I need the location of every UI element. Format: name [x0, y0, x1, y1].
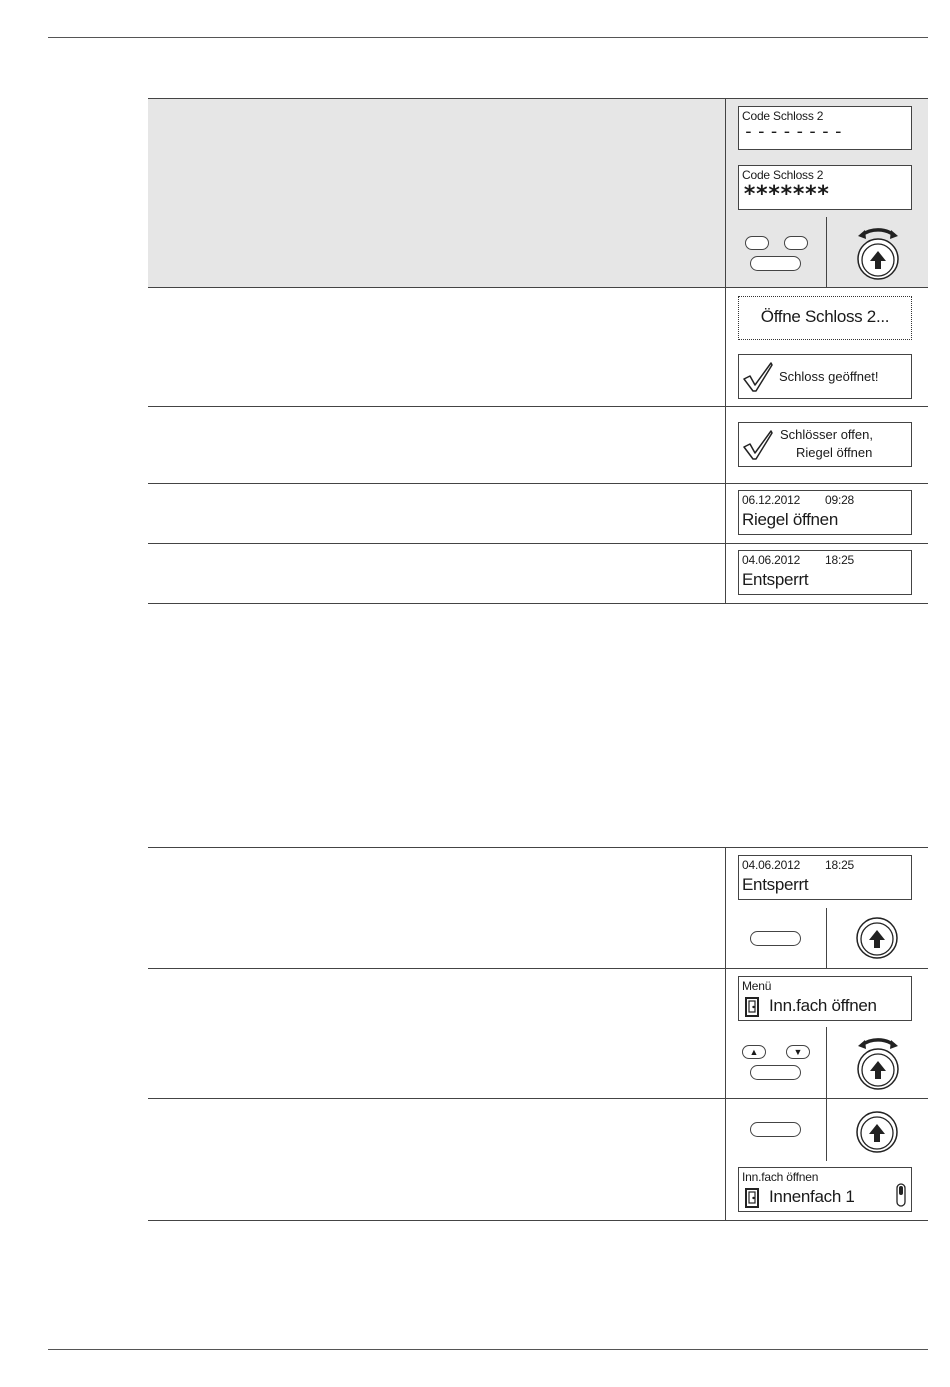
compartment-item: Innenfach 1: [769, 1187, 855, 1206]
lcd-status-unlocked: [738, 550, 912, 595]
down-arrow-icon: ▼: [793, 1046, 803, 1057]
step-row-open-bolt: [148, 484, 928, 544]
down-key[interactable]: [786, 1045, 810, 1059]
display-title: Inn.fach öffnen: [742, 1170, 819, 1184]
display-title: Menü: [742, 979, 772, 993]
lcd-message-opening: [738, 296, 912, 340]
step-row-open-lock: [148, 288, 928, 407]
left-soft-key[interactable]: [745, 236, 769, 250]
column-divider: [725, 484, 726, 543]
column-divider: [725, 544, 726, 603]
display-status: Entsperrt: [742, 570, 809, 589]
checkmark-icon: [741, 360, 775, 394]
display-date: 04.06.2012: [742, 858, 801, 872]
lcd-display-code-empty: [738, 106, 912, 150]
center-key[interactable]: [750, 1065, 801, 1080]
right-soft-key[interactable]: [784, 236, 808, 250]
dial-knob-icon[interactable]: [852, 913, 902, 963]
display-date: 04.06.2012: [742, 553, 801, 567]
keypad-area: [726, 1027, 928, 1098]
step-row-menu: [148, 969, 928, 1099]
display-title: Code Schloss 2: [742, 168, 824, 182]
dial-knob-rotate-icon[interactable]: [850, 1029, 906, 1093]
display-code-masked: *******: [743, 182, 829, 207]
step-row-unlocked: [148, 544, 928, 604]
message-text: Öffne Schloss 2...: [760, 307, 890, 326]
steps-table-open-inner-compartment: [148, 847, 928, 1221]
center-key[interactable]: [750, 256, 801, 271]
scroll-indicator-icon: [896, 1183, 906, 1207]
up-arrow-icon: ▲: [749, 1046, 759, 1057]
step-row-select-compartment: [148, 1099, 928, 1221]
message-text: Schloss geöffnet!: [779, 369, 879, 384]
up-key[interactable]: [742, 1045, 766, 1059]
door-icon: [745, 1188, 759, 1208]
column-divider: [725, 288, 726, 406]
display-time: 18:25: [825, 858, 855, 872]
display-time: 18:25: [825, 553, 855, 567]
checkmark-icon: [741, 428, 775, 462]
keypad-divider: [826, 908, 827, 968]
menu-item: Inn.fach öffnen: [769, 996, 877, 1015]
lcd-menu: [738, 976, 912, 1021]
message-line-1: Schlösser offen,: [780, 427, 873, 442]
door-icon: [745, 997, 759, 1017]
keypad-divider: [826, 1099, 827, 1161]
display-date: 06.12.2012: [742, 493, 801, 507]
center-key[interactable]: [750, 1122, 801, 1137]
display-time: 09:28: [825, 493, 855, 507]
lcd-message-opened: [738, 354, 912, 399]
display-code-placeholder: --------: [743, 121, 846, 142]
keypad-area: [726, 217, 928, 287]
display-status: Riegel öffnen: [742, 510, 838, 529]
dial-knob-icon[interactable]: [852, 1107, 902, 1157]
keypad-area: [726, 1099, 928, 1161]
dial-knob-rotate-icon[interactable]: [850, 219, 906, 283]
lcd-compartment-select: [738, 1167, 912, 1212]
display-title: Code Schloss 2: [742, 109, 824, 123]
keypad-divider: [826, 1027, 827, 1098]
step-row-enter-code: [148, 99, 928, 288]
column-divider: [725, 407, 726, 483]
step-row-unlocked-state: [148, 848, 928, 969]
footer-rule: [48, 1349, 928, 1350]
steps-table-open-lock-2: [148, 98, 928, 604]
lcd-status-unlocked: [738, 855, 912, 900]
keypad-divider: [826, 217, 827, 287]
center-key[interactable]: [750, 931, 801, 946]
step-row-locks-open: [148, 407, 928, 484]
header-rule: [48, 37, 928, 38]
lcd-status-bolt: [738, 490, 912, 535]
display-status: Entsperrt: [742, 875, 809, 894]
lcd-display-code-entered: [738, 165, 912, 210]
lcd-message-locks-open: [738, 422, 912, 467]
keypad-area: [726, 908, 928, 968]
message-line-2: Riegel öffnen: [796, 445, 873, 460]
